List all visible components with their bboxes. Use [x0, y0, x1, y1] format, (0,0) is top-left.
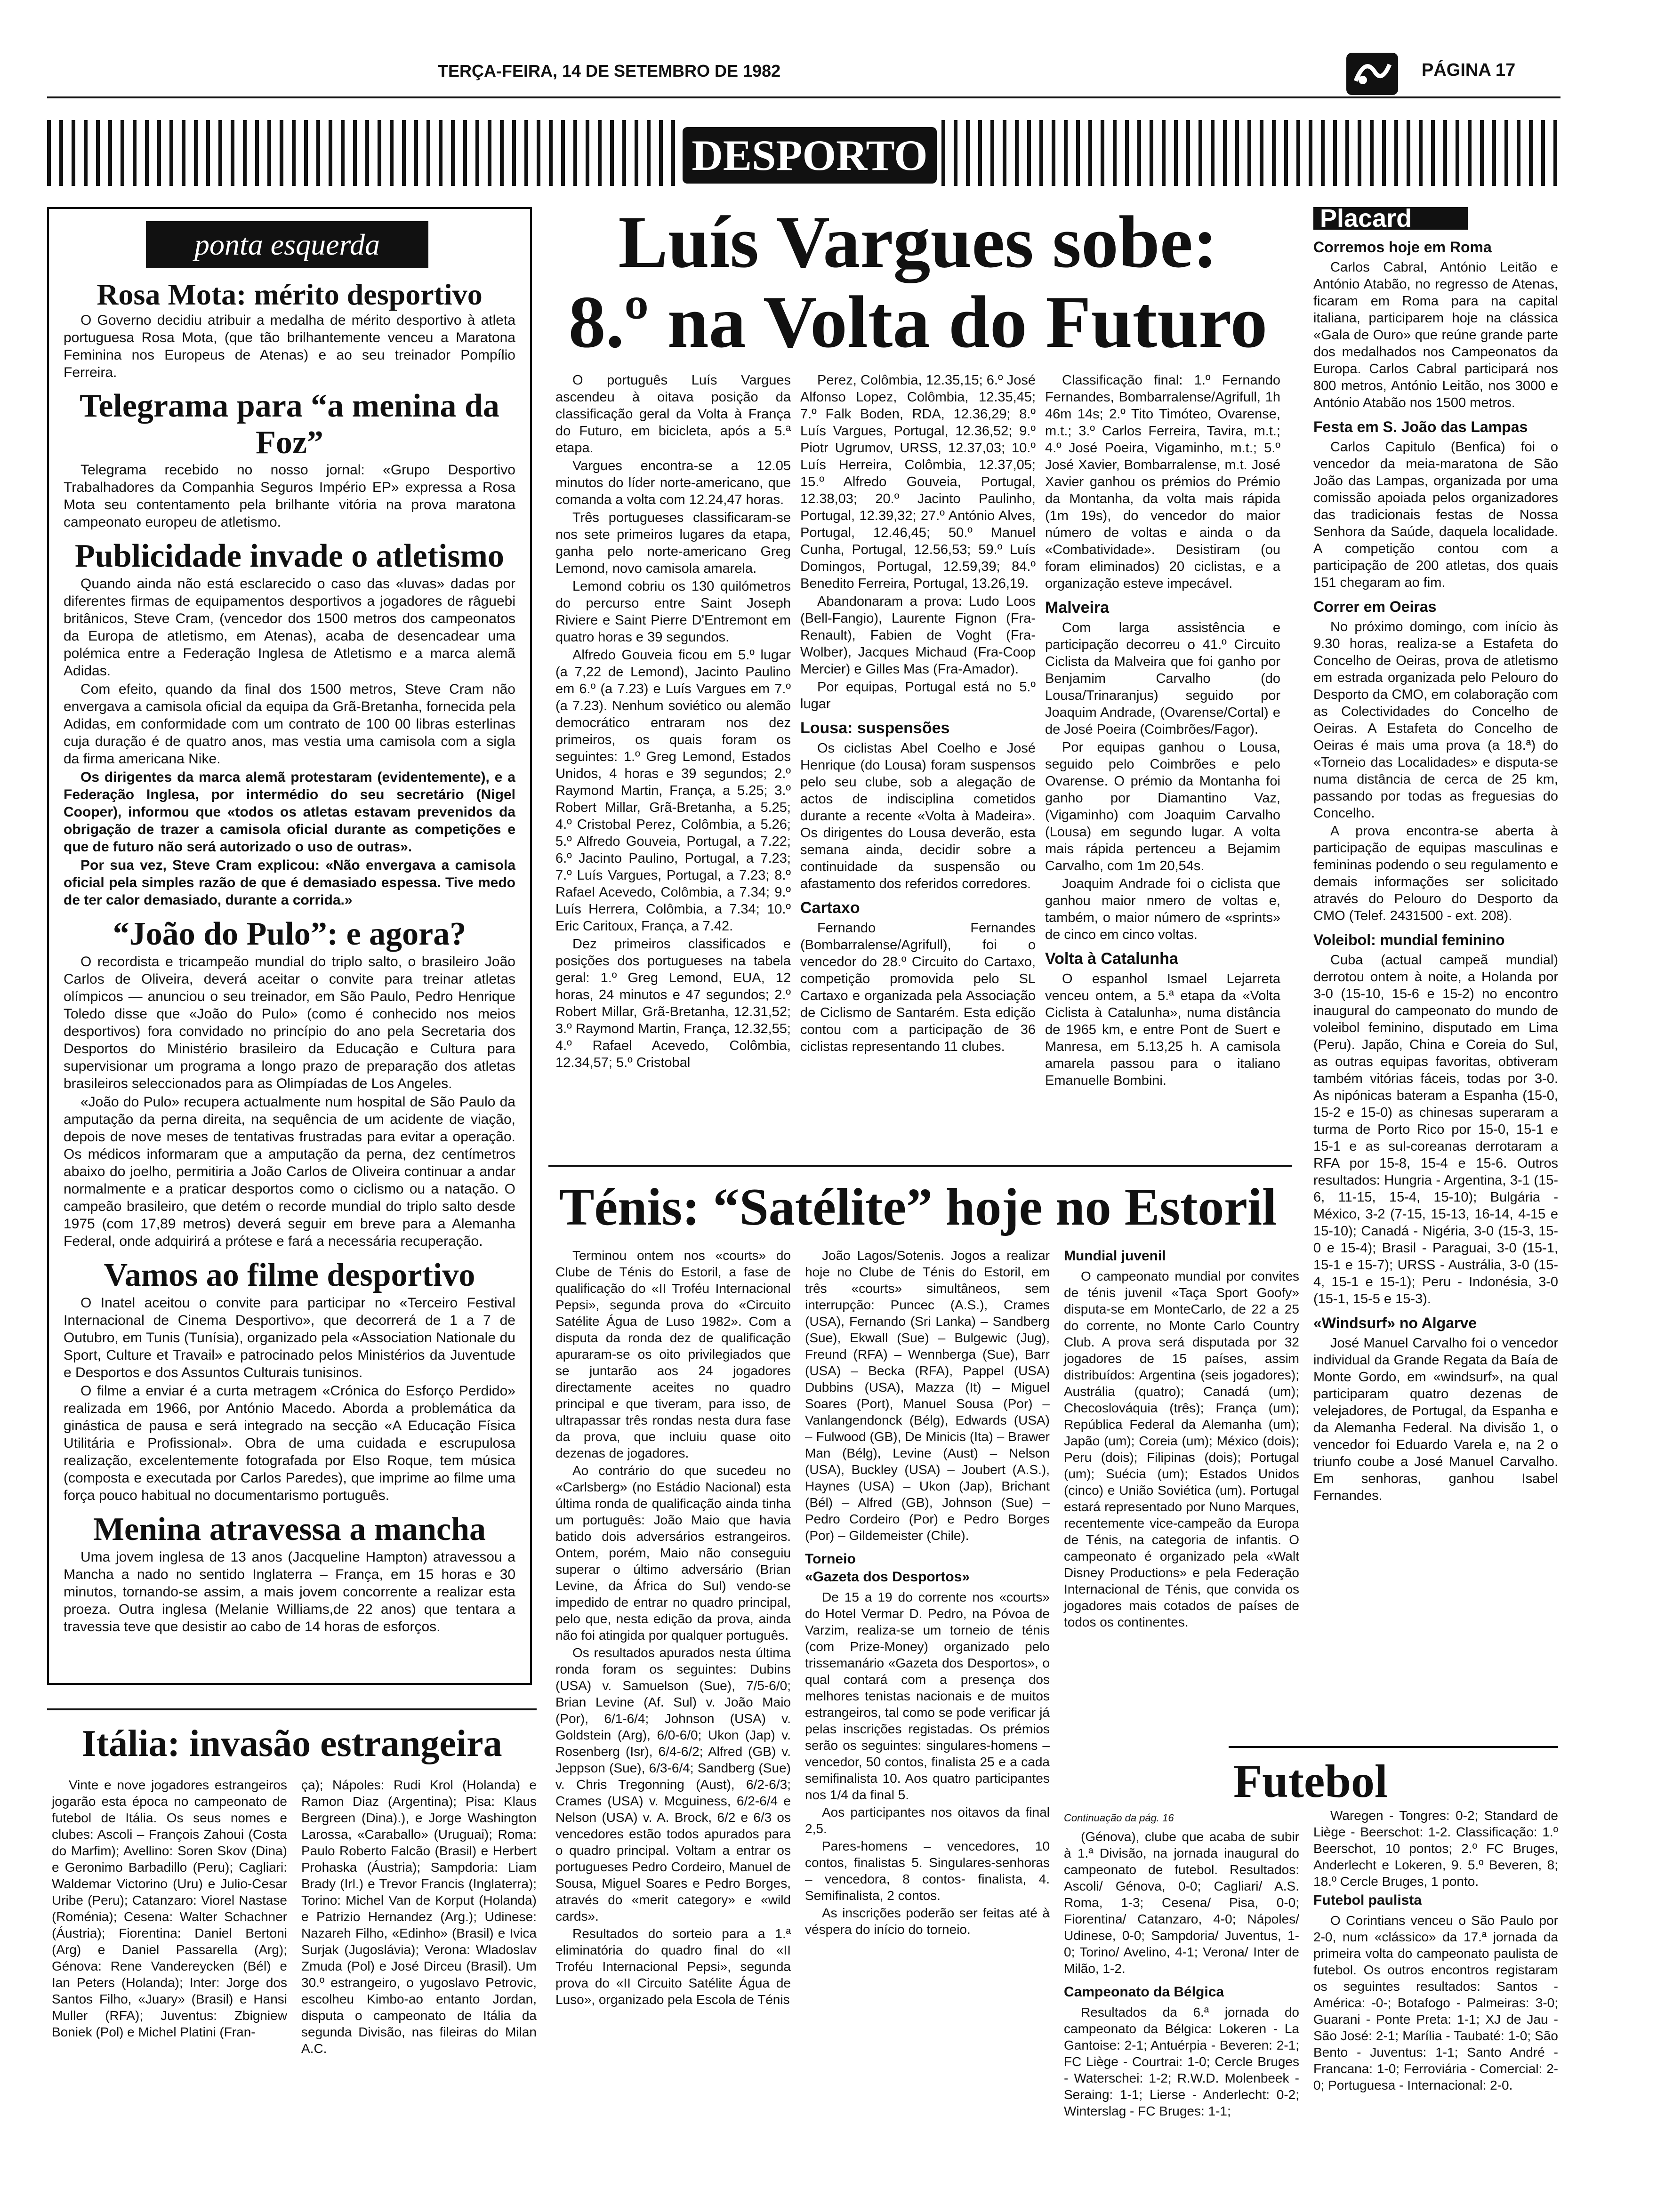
vargues-col-2: [800, 372, 1036, 1056]
paragraph: Pares-homens – vencedores, 10 contos, finalistas 5. Singulares-senhoras – vencedora, 8 contos- finalista, 4. Semifinalista, 2 contos.: [805, 1839, 1050, 1903]
paragraph: Uma jovem inglesa de 13 anos (Jacqueline Hampton) atravessou a Mancha a nado no sentido Inglaterra – França, em 15 horas e 30 minutos, tornando-se assim, a mais jovem concorrente a realizar esta proeza. Outra inglesa (Melanie Williams,de 22 anos) que tentara a travessia teve que desistir ao cabo de 14 horas de esforços.: [64, 1549, 515, 1635]
paragraph: De 15 a 19 do corrente nos «courts» do Hotel Vermar D. Pedro, na Póvoa de Varzim, realiza-se um torneio de ténis (com Prize-Money) organizado pelo trissemanário «Gazeta dos Desportos», o qual contará com a presença dos melhores tenistas nacionais e de muitos estrangeiros, tal como se pode verificar já pelas inscrições registadas. Os prémios serão os seguintes: singulares-homens – vencedor, 50 contos, finalista 25 e a cada semifinalista 10. Aos quatro participantes nos 1/4 da final 5.: [805, 1590, 1050, 1802]
headline-line-1: Luís Vargues sobe:: [618, 201, 1218, 283]
paragraph: Aos participantes nos oitavos da final 2,5.: [805, 1805, 1050, 1836]
futebol-col-2: [1313, 1807, 1558, 2094]
paragraph: No próximo domingo, com início às 9.30 horas, realiza-se a Estafeta do Concelho de Oeiras, prova de atletismo em estrada organizada pelo Pelouro do Desporto da CMO, em colaboração com as Colectividades do Concelho de Oeiras. A Estafeta do Concelho de Oeiras é mais uma prova (a 18.ª) do «Torneio das Localidades» e disputa-se numa distância de cerca de 25 km, passando por todas as freguesias do Concelho.: [1313, 619, 1558, 821]
paragraph: A prova encontra-se aberta à participação de equipas masculinas e femininas podendo o seu regulamento e demais informações ser solicitado através do Pelouro do Desporto da CMO (Telef. 2431500 - ext. 208).: [1313, 824, 1558, 923]
paragraph: «João do Pulo» recupera actualmente num hospital de São Paulo da amputação da perna direita, na sequência de um acidente de viação, depois de nove meses de tentativas frustradas para evitar a operação. Os médicos informaram que a amputação da perna, dez centímetros abaixo do joelho, permitiria a João Carlos de Oliveira continuar a andar normalmente e a praticar desportos como o ciclismo ou a natação. O campeão brasileiro, que detém o recorde mundial do triplo salto desde 1975 (com 17,89 metros) deverá seguir em breve para a Alemanha Federal, onde adquirirá a prótese e fará a necessária recuperação.: [64, 1094, 515, 1249]
placard-subhead: Correr em Oeiras: [1313, 598, 1437, 615]
paragraph: Fernando Fernandes (Bombarralense/Agrifull), foi o vencedor do 28.º Circuito do Cartaxo, competição promovida pelo SL Cartaxo e organizada pela Associação de Ciclismo de Santarém. Esta edição contou com a participação de 36 ciclistas representando 11 clubes.: [800, 921, 1036, 1054]
paragraph: Os ciclistas Abel Coelho e José Henrique (do Lousa) foram suspensos pelo seu clube, sob a alegação de actos de indisciplina cometidos durante a recente «Volta à Madeira». Os dirigentes do Lousa deverão, esta semana ainda, decidir sobre a continuidade da suspensão ou afastamento dos referidos corredores.: [800, 741, 1036, 891]
paragraph: Por sua vez, Steve Cram explicou: «Não envergava a camisola oficial pela simples razão de que é demasiado espessa. Tive medo de ter calor demasiado, durante a corrida.»: [64, 858, 515, 908]
paragraph: Abandonaram a prova: Ludo Loos (Bell-Fangio), Laurente Fignon (Fra-Renault), Fabien de Voght (Fra-Wolber), Jacques Michaud (Fra-Coop Mercier) e Gilles Mas (Fra-Amador).: [800, 594, 1036, 677]
paragraph: Quando ainda não está esclarecido o caso das «luvas» dadas por diferentes firmas de equipamentos desportivos a jogadores de râguebi britânicos, Steve Cram, (vencedor dos 1500 metros dos campeonatos da Europa de atletismo, em Atenas), acaba de desencadear uma polémica entre a Federação Inglesa de Atletismo e a marca alemã Adidas.: [64, 576, 515, 679]
placard-subhead: Voleibol: mundial feminino: [1313, 931, 1505, 948]
placard-subhead: Festa em S. João das Lampas: [1313, 418, 1528, 435]
paragraph: José Manuel Carvalho foi o vencedor individual da Grande Regata da Baía de Monte Gordo, em «windsurf», na qual participaram quatro dezenas de velejadores, de Portugal, da Espanha e da Alemanha Federal. Na divisão 1, o vencedor foi Eduardo Varela e, na 2 o triunfo coube a José Manuel Carvalho. Em senhoras, ganhou Isabel Fernandes.: [1313, 1336, 1558, 1503]
subhead-malveira: Malveira: [1045, 599, 1110, 617]
paragraph: O filme a enviar é a curta metragem «Crónica do Esforço Perdido» realizada em 1966, por António Macedo. Aborda a problemática da ginástica de pausa e será integrado na secção «A Educação Física Utilitária e Profissional». Obra de uma cuidada e escrupulosa realização, excelentemente fotografada por Elso Roque, tem música (composta e executada por Carlos Paredes), que imprime ao filme uma força pouco habitual no documentarismo português.: [64, 1383, 515, 1503]
paragraph: Resultados do sorteio para a 1.ª eliminatória do quadro final do «II Troféu Internacional Pepsi», segunda prova do «II Circuito Satélite Água de Luso», organizado pela Escola de Ténis: [555, 1926, 791, 2007]
futebol-continuation: Continuação da pág. 16: [1064, 1812, 1174, 1824]
paragraph: Lemond cobriu os 130 quilómetros do percurso entre Saint Joseph Riviere e Saint Pierre D'Entremont em quatro horas e 39 segundos.: [555, 579, 791, 645]
paragraph: O Inatel aceitou o convite para participar no «Terceiro Festival Internacional de Cinema Desportivo», que decorrerá de 1 a 7 de Outubro, em Tunis (Tunísia), organizado pela «Association Nationale du Sport, Culture et Travail» e patrocinado pelos Ministérios da Juventude e Desportos e dos Assuntos Culturais tunisinos.: [64, 1295, 515, 1380]
article-title: Publicidade invade o atletismo: [75, 538, 504, 574]
subhead-belgica: Campeonato da Bélgica: [1064, 1984, 1224, 2000]
placard-subhead: Corremos hoje em Roma: [1313, 239, 1492, 256]
paragraph: O Corintians venceu o São Paulo por 2-0, num «clássico» da 17.ª jornada da primeira volta do campeonato paulista de futebol. Os outros encontros registaram os seguintes resultados: Santos - América: -0-; Botafogo - Palmeiras: 3-0; Guarani - Ponte Preta: 1-1; XJ de Jau - São José: 2-1; Marília - Taubaté: 1-0; São Bento - Juventus: 1-1; Santo André - Francana: 1-0; Ferroviária - Comercial: 2-0; Portuguesa - Internacional: 2-0.: [1313, 1913, 1558, 2092]
subhead-catalunha: Volta à Catalunha: [1045, 950, 1178, 968]
placard-subhead: «Windsurf» no Algarve: [1313, 1314, 1477, 1331]
article-title: [64, 388, 515, 461]
italia-headline: Itália: invasão estrangeira: [81, 1723, 502, 1764]
italia-col-2: [301, 1777, 537, 2058]
paragraph: As inscrições poderão ser feitas até à véspera do início do torneio.: [805, 1906, 1050, 1937]
paragraph: ça); Nápoles: Rudi Krol (Holanda) e Ramon Diaz (Argentina); Pisa: Klaus Bergreen (Dina).), e Jorge Washington Larossa, «Caraballo» (Uruguai); Roma: Paulo Roberto Falcão (Brasil) e Herbert Prohaska (Áustria); Sampdoria: Liam Brady (Irl.) e Trevor Francis (Inglaterra); Torino: Michel Van de Korput (Holanda) e Patrizio Hernandez (Arg.); Udinese: Nazareh Filho, «Edinho» (Brasil) e Ivica Surjak (Jugoslávia); Verona: Wladoslav Zmuda (Pol) e José Dirceu (Brasil). Um 30.º estrangeiro, o yugoslavo Petrovic, escolheu Kimbo-ao entanto Jordan, disputa o campeonato de Itália da segunda Divisão, nas fileiras do Milan A.C.: [301, 1778, 537, 2056]
section-title: DESPORTO: [683, 127, 937, 184]
section-stripe-right: [941, 120, 1558, 186]
article-title: “João do Pulo”: e agora?: [113, 916, 467, 952]
subhead-torneio-line-2: «Gazeta dos Desportos»: [805, 1569, 970, 1585]
placard-column: [1313, 204, 1558, 1505]
paragraph: O Governo decidiu atribuir a medalha de mérito desportivo à atleta portuguesa Rosa Mota, (que tão brilhantemente venceu a Maratona Feminina nos Europeus de Atenas) e ao seu treinador Pompílio Ferreira.: [64, 313, 515, 380]
paragraph: Resultados da 6.ª jornada do campeonato da Bélgica: Lokeren - La Gantoise: 2-1; Antuérpia - Beveren: 2-1; FC Liège - Courtrai: 1-0; Cercle Bruges - Waterschei: 1-2; R.W.D. Molenbeek - Seraing: 1-1; Lierse - Anderlecht: 0-2; Winterslag - FC Bruges: 1-1;: [1064, 2005, 1299, 2118]
paragraph: Vinte e nove jogadores estrangeiros jogarão esta época no campeonato de futebol de Itália. Os seus nomes e clubes: Ascoli – François Zahoui (Costa do Marfim); Avellino: Soren Skov (Dina) e Geronimo Barbadillo (Peru); Cagliari: Waldemar Victorino (Uru) e Julio-Cesar Uribe (Peru); Catanzaro: Viorel Nastase (Roménia); Cesena: Walter Schachner (Áustria); Fiorentina: Daniel Bertoni (Arg) e Daniel Passarella (Arg); Génova: Rene Vandereycken (Bél) e Ian Peters (Holanda); Inter: Jorge dos Santos Filho, «Juary» (Brasil) e Hansi Muller (RFA); Juventus: Zbigniew Boniek (Pol) e Michel Platini (Fran-: [52, 1778, 287, 2039]
page-number: PÁGINA 17: [1422, 60, 1516, 80]
article-title: Menina atravessa a mancha: [93, 1511, 486, 1547]
article-title: Vamos ao filme desportivo: [104, 1257, 475, 1293]
article-title-text: Telegrama para “a menina da Foz”: [80, 388, 499, 461]
paragraph: Vargues encontra-se a 12.05 minutos do líder norte-americano, que comanda a volta com 12.24,47 horas.: [555, 458, 791, 507]
futebol-headline: Futebol: [1233, 1755, 1388, 1807]
tenis-col-1: [555, 1247, 791, 2009]
futebol-col-1: [1064, 1828, 1299, 2120]
article-title: Rosa Mota: mérito desportivo: [97, 278, 483, 311]
paragraph: Terminou ontem nos «courts» do Clube de Ténis do Estoril, a fase de qualificação do «II Troféu Internacional Pepsi», segunda prova do «Circuito Satélite Água de Luso 1982». Com a disputa da ronda dez de qualificação apuraram-se os oito privilegiados que se juntarão aos 24 jogadores directamente aceites no quadro principal e que tiveram, para isso, de ultrapassar três rondas nesta dura fase da prova, que incluiu quase oito dezenas de jogadores.: [555, 1248, 791, 1460]
tenis-headline: Ténis: “Satélite” hoje no Estoril: [559, 1178, 1277, 1236]
section-stripe-left: [47, 120, 678, 186]
ponta-banner: ponta esquerda: [146, 221, 428, 268]
placard-bottom-rule: [1229, 1746, 1558, 1748]
subhead-cartaxo: Cartaxo: [800, 899, 860, 917]
paragraph: O português Luís Vargues ascendeu à oitava posição da classificação geral da Volta à França do Futuro, em bicicleta, após a 5.ª etapa.: [555, 373, 791, 456]
italia-top-rule: [47, 1708, 537, 1710]
ponta-column: [64, 278, 515, 1636]
paragraph: Joaquim Andrade foi o ciclista que ganhou maior nmero de voltas e, também, o maior número de «sprints» de cinco em cinco voltas.: [1045, 876, 1280, 942]
paragraph: O recordista e tricampeão mundial do triplo salto, o brasileiro João Carlos de Oliveira, deverá aceitar o convite para treinar atletas olímpicos — anunciou o seu treinador, em São Paulo, Pedro Henrique Toledo disse que «João do Pulo» (como é conhecido nos meios desportivos) fora convidado no princípio do ano pela Secretaria dos Desportos do Ministério brasileiro da Educação e Cultura para supervisionar um programa a longo prazo de preparação dos atletas brasileiros seleccionados para as Olimpíadas de Los Angeles.: [64, 954, 515, 1091]
paragraph: O campeonato mundial por convites de ténis juvenil «Taça Sport Goofy» disputa-se em MonteCarlo, de 22 a 25 do corrente, no Monte Carlo Country Club. A prova será disputada por 32 jogadores de 15 países, assim distribuídos: Argentina (seis jogadores); Austrália (quatro); Canadá (um); Checoslováquia (três); França (um); República Federal da Alemanha (um); Japão (um); Coreia (um); México (dois); Peru (dois); Filipinas (dois); Portugal (um); Suécia (um); Estados Unidos (cinco) e União Soviética (um). Portugal estará representado por Nuno Marques, recentemente vice-campeão da Europa de Ténis, na categoria de infantis. O campeonato é organizado pela «Walt Disney Productions» e pela Federação Internacional de Ténis, que convida os jogadores mais cotados de países de todos os continentes.: [1064, 1269, 1299, 1629]
paragraph: Por equipas ganhou o Lousa, seguido pelo Coimbrões e pelo Ovarense. O prémio da Montanha foi ganho por Diamantino Vaz, (Vigaminho) com Joaquim Carvalho (Lousa) em segundo lugar. A volta mais rápida pertenceu a Bejamim Carvalho, com 1m 20,54s.: [1045, 740, 1280, 874]
paragraph: Perez, Colômbia, 12.35,15; 6.º José Alfonso Lopez, Colômbia, 12.35,45; 7.º Falk Boden, RDA, 12.36,29; 8.º Luís Vargues, Portugal, 12.36,52; 9.º Piotr Ugrumov, URSS, 12.37,03; 10.º Luís Herreira, Colômbia, 12.37,05; 15.º Alfredo Gouveia, Portugal, 12.38,03; 20.º Jacinto Paulinho, Portugal, 12.39,32; 27.º António Alves, Portugal, 12.46,45; 50.º Manuel Cunha, Portugal, 12.56,53; 59.º Luís Domingos, Portugal, 12.59,39; 84.º Benedito Ferreira, Portugal, 13.26,19.: [800, 373, 1036, 591]
vargues-bottom-rule: [548, 1165, 1292, 1167]
paragraph: João Lagos/Sotenis. Jogos a realizar hoje no Clube de Ténis do Estoril, em três «courts» simultâneos, sem interrupção: Puncec (A.S.), Crames (USA), Fernando (Sri Lanka) – Sandberg (Sue), Ekwall (Sue) – Bulgewic (Jug), Freund (RFA) – Wennberga (Sue), Barr (USA) – Becka (RFA), Pappel (USA) Dubbins (USA), Mazza (It) – Miguel Soares (Port), Manuel Sousa (Por) – Vanlangendonck (Bélg), Edwards (USA) – Fulwood (GB), De Minicis (Ita) – Brawer Man (Bélg), Levine (Aust) – Nelson (USA), Buckley (USA) – Joubert (A.S.), Haynes (USA) – Ukon (Jap), Brichant (Bél) – Alfred (GB), Johnson (Sue) – Pedro Cordeiro (Por) e Pedro Borges (Por) – Gildemeister (Chile).: [805, 1248, 1050, 1543]
placard-title: Placard: [1313, 207, 1468, 230]
paragraph: Telegrama recebido no nosso jornal: «Grupo Desportivo Trabalhadores da Companhia Seguros Império EP» expressa a Rosa Mota seu contentamento pela brilhante vitória na prova maratona campeonato europeu de atletismo.: [64, 462, 515, 530]
paragraph: Os resultados apurados nesta última ronda foram os seguintes: Dubins (USA) v. Samuelson (Sue), 7/5-6/0; Brian Levine (Af. Sul) v. João Maio (Por), 6/1-6/4; Johnson (USA) v. Goldstein (Arg), 6/0-6/0; Ukon (Jap) v. Rosenberg (Isr), 6/4-6/2; Alfred (GB) v. Jeppson (Sue), 6/3-6/4; Sandberg (Sue) v. Chris Tregonning (Aust), 6/2-6/3; Crames (USA) v. Mcguiness, 6/2-6/4 e Nelson (USA) v. A. Brock, 6/2 e 6/3 os vencedores estão todos apurados para o quadro principal. Voltam a entrar os portugueses Pedro Cordeiro, Manuel de Sousa, Miguel Soares e Pedro Borges, através do «merit category» e «wild cards».: [555, 1645, 791, 1923]
paragraph: Classificação final: 1.º Fernando Fernandes, Bombarralense/Agrifull, 1h 46m 14s; 2.º Tito Timóteo, Ovarense, m.t.; 3.º Carlos Ferreira, Tavira, m.t.; 4.º José Poeira, Vigaminho, m.t.; 5.º José Xavier, Bombarralense, m.t. José Xavier ganhou os prémios do Prémio da Montanha, da volta mais rápida (1m 19s), do vencedor do maior número de voltas e ainda o da «Combatividade». Desistiram (ou foram eliminados) 20 ciclistas, e a organização esteve impecável.: [1045, 373, 1280, 591]
paragraph: Três portugueses classificaram-se nos sete primeiros lugares da etapa, ganha pelo norte-americano Greg Lemond, novo camisola amarela.: [555, 510, 791, 576]
paragraph: Carlos Capitulo (Benfica) foi o vencedor da meia-maratona de São João das Lampas, organizada por uma comissão apoiada pelos organizadores das tradicionais festas de Nossa Senhora da Saúde, daquela localidade. A competição contou com a participação de 200 atletas, dos quais 151 chegaram ao fim.: [1313, 440, 1558, 590]
vargues-col-3: [1045, 372, 1280, 1090]
newspaper-logo-icon: [1346, 53, 1398, 95]
paragraph: Ao contrário do que sucedeu no «Carlsberg» (no Estádio Nacional) esta última ronda de qualificação ainda tinha um português: João Maio que havia batido dois adversários estrangeiros. Ontem, porém, Maio não conseguiu superar o último adversário (Brian Levine, da África do Sul) vendo-se impedido de entrar no quadro principal, pelo que, nesta edição da prova, ainda não foi atingida por qualquer português.: [555, 1463, 791, 1643]
vargues-col-1: [555, 372, 791, 1072]
header-rule: [47, 96, 1560, 98]
tenis-col-2: [805, 1247, 1050, 1939]
paragraph: Por equipas, Portugal está no 5.º lugar: [800, 680, 1036, 712]
tenis-col-3: [1064, 1247, 1299, 1631]
subhead-torneio-line-1: Torneio: [805, 1551, 856, 1567]
header-date: TERÇA-FEIRA, 14 DE SETEMBRO DE 1982: [438, 61, 781, 80]
paragraph: Com efeito, quando da final dos 1500 metros, Steve Cram não envergava a camisola oficial da equipa da Grã-Bretanha, fornecida pela Adidas, em conformidade com um contrato de 100 00 libras esterlinas cuja duração é de quatro anos, mas vestia uma camisola com a sigla da firma americana Nike.: [64, 681, 515, 767]
paragraph: Carlos Cabral, António Leitão e António Atabão, no regresso de Atenas, ficaram em Roma para na capital italiana, participarem hoje na clássica «Gala de Ouro» que reúne grande parte dos medalhados nos Campeonatos da Europa. Carlos Cabral participará nos 800 metros, António Leitão, nos 3000 e António Atabão nos 1500 metros.: [1313, 260, 1558, 410]
paragraph: Cuba (actual campeã mundial) derrotou ontem à noite, a Holanda por 3-0 (15-10, 15-6 e 15-2) no encontro inaugural do campeonato do mundo de voleibol feminino, disputado em Lima (Peru). Japão, China e Coreia do Sul, as outras equipas favoritas, obtiveram também vitórias fáceis, todas por 3-0. As nipónicas bateram a Espanha (15-0, 15-2 e 15-0) as chinesas superaram a turma de Porto Rico por 15-0, 15-1 e 15-1 e as sul-coreanas derrotaram a RFA por 15-8, 15-4 e 15-6. Outros resultados: Hungria - Argentina, 3-1 (15-6, 11-15, 15-4, 15-10); Bulgária - México, 3-2 (7-15, 15-13, 16-14, 4-15 e 15-10); Canadá - Nigéria, 3-0 (15-3, 15-0 e 15-4); Brasil - Paraguai, 3-0 (15-1, 15-1 e 15-7); URSS - Austrália, 3-0 (15-4, 15-1 e 15-1); Peru - Indonésia, 3-0 (15-1, 15-5 e 15-3).: [1313, 953, 1558, 1306]
italia-col-1: [52, 1777, 287, 2041]
subhead-paulista: Futebol paulista: [1313, 1892, 1422, 1908]
paragraph: Com larga assistência e participação decorreu o 41.º Circuito Ciclista da Malveira que foi ganho por Benjamim Carvalho (do Lousa/Trinaranjus) seguido por Joaquim Andrade, (Ovarense/Cortal) e de José Poeira (Coimbrões/Fagor).: [1045, 620, 1280, 737]
paragraph: (Génova), clube que acaba de subir à 1.ª Divisão, na jornada inaugural do campeonato de futebol. Resultados: Ascoli/ Génova, 0-0; Cagliari/ A.S. Roma, 1-3; Cesena/ Pisa, 0-0; Fiorentina/ Catanzaro, 4-0; Nápoles/ Udinese, 0-0; Sampdoria/ Juventus, 1-0; Torino/ Avelino, 4-1; Verona/ Inter de Milão, 1-2.: [1064, 1829, 1299, 1976]
subhead-juvenil: Mundial juvenil: [1064, 1248, 1166, 1264]
subhead-torneio: [805, 1550, 1050, 1586]
paragraph: Os dirigentes da marca alemã protestaram (evidentemente), e a Federação Inglesa, por intermédio do seu secretário (Nigel Cooper), informou que «todos os atletas estavam prevenidos da obrigação de trazer a camisola oficial durante as competições e que de futuro não será autorizado o uso de outras».: [64, 769, 515, 855]
paragraph: O espanhol Ismael Lejarreta venceu ontem, a 5.ª etapa da «Volta Ciclista à Catalunha», numa distância de 1965 km, e entre Pont de Suert e Manresa, em 5.13,25 h. A camisola amarela passou para o italiano Emanuelle Bombini.: [1045, 971, 1280, 1088]
paragraph: Waregen - Tongres: 0-2; Standard de Liège - Beerschot: 1-2. Classificação: 1.º Beerschot, 10 pontos; 2.º FC Bruges, Anderlecht e Lokeren, 9. 5.º Beveren, 8; 18.º Cercle Bruges, 1 ponto.: [1313, 1808, 1558, 1889]
paragraph: Dez primeiros classificados e posições dos portugueses na tabela geral: 1.º Greg Lemond, EUA, 12 horas, 24 minutos e 47 segundos; 2.º Robert Millar, Grã-Bretanha, 12.31,52; 3.º Raymond Martin, França, 12.32,55; 4.º Rafael Acevedo, Colômbia, 12.34,57; 5.º Cristobal: [555, 937, 791, 1070]
headline-line-2: 8.º na Volta do Futuro: [568, 281, 1268, 363]
paragraph: Alfredo Gouveia ficou em 5.º lugar (a 7,22 de Lemond), Jacinto Paulino em 6.º (a 7.23) e Luís Vargues em 7.º (a 7.23). Nenhum soviético ou alemão democrático entraram nos dez primeiros, os quais foram os seguintes: 1.º Greg Lemond, Estados Unidos, 4 horas e 39 segundos; 2.º Raymond Martin, França, a 5.25; 3.º Robert Millar, Grã-Bretanha, a 5.25; 4.º Cristobal Perez, Colômbia, a 5.26; 5.º Alfredo Gouveia, Portugal, a 7.22; 6.º Jacinto Paulino, Portugal, a 7.23; 7.º Luís Vargues, Portugal, a 7.23; 8.º Rafael Acevedo, Colômbia, a 7.34; 9.º Luís Herrera, Colômbia, a 7.34; 10.º Eric Caritoux, França, a 7.42.: [555, 648, 791, 934]
subhead-lousa: Lousa: suspensões: [800, 719, 950, 737]
vargues-headline: [555, 202, 1280, 362]
